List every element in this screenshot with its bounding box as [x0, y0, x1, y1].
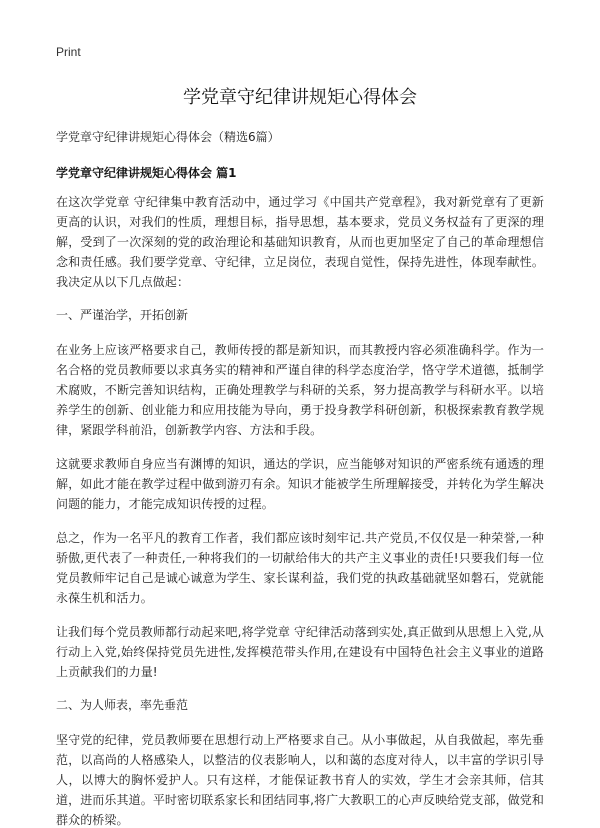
body-paragraph: 总之，作为一名平凡的教育工作者，我们都应该时刻牢记.共产党员,不仅仅是一种荣誉,一种骄傲,更代表了一种责任,一种将我们的一切献给伟大的共产主义事业的责任!只要我们每一位党员教师牢记自己是诚心诚意为学生、家长谋利益，我们党的执政基础就坚如磐石，党就能永葆生机和活力。: [56, 531, 544, 605]
print-link[interactable]: Print: [56, 45, 81, 59]
section-heading: 学党章守纪律讲规矩心得体会 篇1: [56, 166, 237, 180]
document-title: 学党章守纪律讲规矩心得体会: [183, 87, 417, 108]
intro-paragraph: 在这次学党章 守纪律集中教育活动中，通过学习《中国共产党章程》，我对新党章有了更新更高的认识，对我们的性质，理想目标，指导思想，基本要求，党员义务权益有了更深的理解，受到了一次深刻的党的政治理论和基础知识教育，从而也更加坚定了自己的革命理想信念和责任感。我们要学党章、守纪律，立足岗位，表现自觉性，保持先进性，体现奉献性。我决定从以下几点做起：: [56, 195, 544, 289]
body-paragraph: 让我们每个党员教师都行动起来吧,将学党章 守纪律活动落到实处,真正做到从思想上入党,从行动上入党,始终保持党员先进性,发挥模范带头作用,在建设有中国特色社会主义事业的道路上贡献我们的力量!: [56, 625, 544, 679]
body-paragraph: 坚守党的纪律，党员教师要在思想行动上严格要求自己。从小事做起，从自我做起，率先垂范，以高尚的人格感染人，以整洁的仪表影响人，以和蔼的态度对待人，以丰富的学识引导人，以博大的胸怀爱护人。只有这样，才能保证教书育人的实效，学生才会亲其师，信其道，进而乐其道。平时密切联系家长和团结同事,将广大教职工的心声反映给党支部，做党和群众的桥梁。: [56, 733, 544, 827]
body-paragraph: 在业务上应该严格要求自己，教师传授的都是新知识，而其教授内容必须准确科学。作为一名合格的党员教师要以求真务实的精神和严谨自律的科学态度治学，恪守学术道德，抵制学术腐败，不断完善知识结构，正确处理教学与科研的关系，努力提高教学与科研水平。以培养学生的创新、创业能力和应用技能为导向，勇于投身教学科研创新，积极探索教育教学规律，紧跟学科前沿，创新教学内容、方法和手段。: [56, 343, 544, 437]
body-paragraph: 这就要求教师自身应当有渊博的知识，通达的学识，应当能够对知识的严密系统有通透的理解，如此才能在教学过程中做到游刃有余。知识才能被学生所理解接受，并转化为学生解决问题的能力，才能完成知识传授的过程。: [56, 457, 544, 511]
point-heading-1: 一、严谨治学，开拓创新: [56, 308, 189, 322]
document-subtitle: 学党章守纪律讲规矩心得体会（精选6篇）: [56, 130, 280, 144]
point-heading-2: 二、为人师表，率先垂范: [56, 698, 189, 712]
